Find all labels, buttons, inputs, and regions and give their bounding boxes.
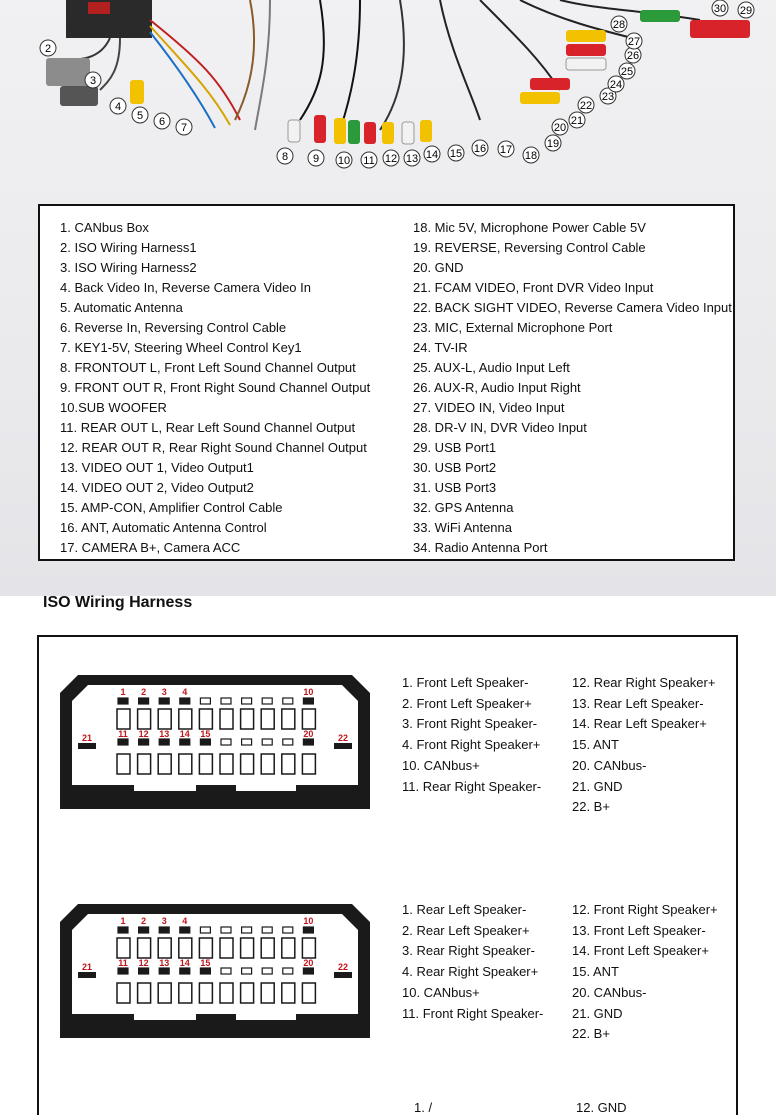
pin-label: 14 (179, 958, 190, 968)
svg-text:12: 12 (384, 153, 398, 165)
harness1-pin-list-left (402, 673, 541, 797)
legend-item: 11. REAR OUT L, Rear Left Sound Channel Output (60, 420, 356, 435)
legend-item: 28. DR-V IN, DVR Video Input (413, 420, 587, 435)
callout-22 (578, 97, 594, 113)
pin-label: 2 (141, 687, 147, 697)
callout-4 (110, 98, 126, 114)
legend-item: 1. CANbus Box (60, 220, 149, 235)
legend-item: 13. VIDEO OUT 1, Video Output1 (60, 460, 254, 475)
callout-13 (404, 150, 420, 166)
legend-item: 32. GPS Antenna (413, 500, 514, 515)
legend-box (38, 204, 735, 561)
pin-label: 20 (303, 958, 314, 968)
connector-pin (118, 739, 128, 745)
connector-pin (159, 739, 169, 745)
connector-pin (283, 739, 293, 745)
legend-item: 4. Back Video In, Reverse Camera Video In (60, 280, 311, 295)
svg-text:2: 2 (44, 43, 52, 55)
svg-text:29: 29 (739, 5, 753, 17)
callout-15 (448, 145, 464, 161)
connector-pin (242, 739, 252, 745)
connector-pin (221, 739, 231, 745)
pin-assignment: 2. Rear Left Speaker+ (402, 922, 530, 938)
harness2-pin-list-right (572, 900, 718, 1045)
connector-pin (139, 698, 149, 704)
pin-label: 10 (303, 687, 314, 697)
pin-label: 21 (81, 962, 93, 972)
iso-connector-diagram-1 (58, 673, 372, 811)
callout-9 (308, 150, 324, 166)
connector-pin (118, 968, 128, 974)
harness-illustration (0, 0, 776, 200)
svg-text:4: 4 (114, 101, 122, 113)
callout-6 (154, 113, 170, 129)
connector-pin (303, 739, 313, 745)
pin-assignment: 2. Front Left Speaker+ (402, 695, 532, 711)
svg-text:3: 3 (89, 75, 97, 87)
legend-item: 18. Mic 5V, Microphone Power Cable 5V (413, 220, 646, 235)
pin-assignment: 3. Front Right Speaker- (402, 716, 538, 732)
connector-pin (242, 927, 252, 933)
connector-pin (180, 698, 190, 704)
callout-28 (611, 16, 627, 32)
svg-text:8: 8 (281, 151, 289, 163)
legend-item: 16. ANT, Automatic Antenna Control (60, 520, 267, 535)
pin-assignment: 4. Front Right Speaker+ (402, 737, 541, 753)
pin-assignment: 1. / (414, 1100, 433, 1115)
legend-item: 19. REVERSE, Reversing Control Cable (413, 240, 646, 255)
pin-label: 11 (118, 729, 128, 739)
pin-assignment: 20. CANbus- (572, 984, 647, 1000)
iso-connector-2 (60, 86, 98, 106)
connector-pin (303, 927, 313, 933)
legend-item: 24. TV-IR (413, 340, 468, 355)
svg-text:28: 28 (612, 19, 626, 31)
connector-pin (159, 927, 169, 933)
pin-label: 15 (200, 729, 211, 739)
svg-text:5: 5 (136, 110, 144, 122)
pin-assignment: 12. Front Right Speaker+ (572, 902, 718, 917)
pin-label: 14 (179, 729, 190, 739)
legend-item: 17. CAMERA B+, Camera ACC (60, 540, 241, 555)
connector-pin (180, 739, 190, 745)
svg-text:13: 13 (405, 153, 419, 165)
legend-item: 14. VIDEO OUT 2, Video Output2 (60, 480, 254, 495)
connector-pin (118, 927, 128, 933)
svg-text:22: 22 (579, 100, 593, 112)
svg-text:9: 9 (312, 153, 320, 165)
connector-pin (159, 698, 169, 704)
callout-7 (176, 119, 192, 135)
legend-item: 34. Radio Antenna Port (413, 540, 548, 555)
iso-connector-1 (46, 58, 90, 86)
pin-label: 22 (337, 733, 349, 743)
svg-text:25: 25 (620, 66, 634, 78)
connector-pin (242, 698, 252, 704)
connector-pin (283, 698, 293, 704)
pin-label: 13 (159, 729, 170, 739)
legend-item: 21. FCAM VIDEO, Front DVR Video Input (413, 280, 654, 295)
connector-pin (242, 968, 252, 974)
svg-text:24: 24 (609, 79, 623, 91)
pin-assignment: 4. Rear Right Speaker+ (402, 964, 539, 980)
legend-item: 22. BACK SIGHT VIDEO, Reverse Camera Video Input (413, 300, 732, 315)
pin-assignment: 13. Front Left Speaker- (572, 922, 706, 938)
pin-assignment: 22. B+ (572, 1026, 610, 1042)
svg-text:17: 17 (499, 144, 513, 156)
callout-20 (552, 119, 568, 135)
pin-assignment: 15. ANT (572, 964, 619, 980)
connector-pin (262, 968, 272, 974)
pin-label: 21 (81, 733, 93, 743)
legend-item: 6. Reverse In, Reversing Control Cable (60, 320, 287, 335)
callout-3 (85, 72, 101, 88)
pin-label: 12 (138, 958, 149, 968)
connector-pin (200, 968, 210, 974)
connector-pin (303, 698, 313, 704)
legend-item: 25. AUX-L, Audio Input Left (413, 360, 570, 375)
svg-text:15: 15 (449, 148, 463, 160)
svg-text:20: 20 (553, 122, 567, 134)
legend-item: 33. WiFi Antenna (413, 520, 512, 535)
harness3-pin-list-left (414, 1098, 432, 1119)
pin-assignment: 21. GND (572, 778, 623, 794)
legend-item: 12. REAR OUT R, Rear Right Sound Channel Output (60, 440, 367, 455)
legend-item: 20. GND (413, 260, 464, 275)
legend-item: 9. FRONT OUT R, Front Right Sound Channel Output (60, 380, 371, 395)
legend-column-right (413, 218, 732, 558)
legend-item: 15. AMP-CON, Amplifier Control Cable (60, 500, 283, 515)
connector-pin (139, 927, 149, 933)
callout-30 (712, 0, 728, 16)
pin-assignment: 12. Rear Right Speaker+ (572, 675, 716, 690)
pin-label: 13 (159, 958, 170, 968)
pin-assignment: 20. CANbus- (572, 757, 647, 773)
pin-assignment: 3. Rear Right Speaker- (402, 943, 535, 959)
pin-label: 4 (182, 916, 188, 926)
pin-assignment: 12. GND (576, 1100, 627, 1115)
svg-text:10: 10 (337, 155, 351, 167)
legend-item: 10.SUB WOOFER (60, 400, 167, 415)
connector-pin (221, 968, 231, 974)
legend-item: 27. VIDEO IN, Video Input (413, 400, 565, 415)
connector-pin (200, 739, 210, 745)
callout-17 (498, 141, 514, 157)
pin-label: 3 (161, 687, 167, 697)
pin-assignment: 10. CANbus+ (402, 984, 480, 1000)
svg-text:27: 27 (627, 36, 641, 48)
harness3-pin-list-right (576, 1098, 627, 1119)
legend-item: 2. ISO Wiring Harness1 (60, 240, 197, 255)
section-title: ISO Wiring Harness (43, 594, 193, 611)
connector-pin (283, 968, 293, 974)
callout-5 (132, 107, 148, 123)
pin-assignment: 1. Front Left Speaker- (402, 675, 529, 690)
svg-text:11: 11 (363, 155, 375, 167)
svg-text:23: 23 (601, 91, 615, 103)
pin-assignment: 1. Rear Left Speaker- (402, 902, 527, 917)
legend-item: 31. USB Port3 (413, 480, 497, 495)
legend-item: 26. AUX-R, Audio Input Right (413, 380, 581, 395)
pin-assignment: 15. ANT (572, 737, 619, 753)
callout-25 (619, 63, 635, 79)
harness2-pin-list-left (402, 900, 543, 1024)
pin-label: 20 (303, 729, 314, 739)
connector-pin (221, 698, 231, 704)
rca-plugs (130, 10, 750, 144)
callout-10 (336, 152, 352, 168)
pin-label: 3 (161, 916, 167, 926)
callout-29 (738, 2, 754, 18)
pin-label: 15 (200, 958, 211, 968)
svg-text:16: 16 (473, 143, 487, 155)
connector-pin (200, 927, 210, 933)
svg-text:30: 30 (713, 3, 727, 15)
legend-item: 23. MIC, External Microphone Port (413, 320, 613, 335)
callout-12 (383, 150, 399, 166)
connector-pin (139, 968, 149, 974)
pin-label: 12 (138, 729, 149, 739)
legend-column-left (60, 218, 370, 558)
svg-text:26: 26 (626, 50, 640, 62)
callout-21 (569, 112, 585, 128)
pin-assignment: 14. Rear Left Speaker+ (572, 716, 707, 732)
connector-pin (139, 739, 149, 745)
connector-pin (180, 927, 190, 933)
pin-label: 1 (120, 687, 126, 697)
connector-pin (180, 968, 190, 974)
connector-pin (262, 927, 272, 933)
connector-pin (221, 927, 231, 933)
pin-label: 11 (118, 958, 128, 968)
callout-24 (608, 76, 624, 92)
legend-item: 3. ISO Wiring Harness2 (60, 260, 197, 275)
callout-2 (40, 40, 56, 56)
pin-label: 22 (337, 962, 349, 972)
svg-text:7: 7 (180, 122, 188, 134)
pin-label: 1 (120, 916, 126, 926)
legend-item: 8. FRONTOUT L, Front Left Sound Channel Output (60, 360, 356, 375)
pin-assignment: 11. Front Right Speaker- (402, 1005, 544, 1021)
pin-label: 10 (303, 916, 314, 926)
svg-text:18: 18 (524, 150, 538, 162)
pin-assignment: 14. Front Left Speaker+ (572, 943, 709, 959)
svg-text:14: 14 (425, 149, 439, 161)
callout-27 (626, 33, 642, 49)
svg-text:6: 6 (158, 116, 166, 128)
pin-label: 4 (182, 687, 188, 697)
pin-assignment: 11. Rear Right Speaker- (402, 778, 542, 794)
pin-assignment: 22. B+ (572, 799, 610, 815)
connector-pin (283, 927, 293, 933)
pin-label: 2 (141, 916, 147, 926)
connector-pin (303, 968, 313, 974)
connector-pin (262, 739, 272, 745)
connector-pin (118, 698, 128, 704)
iso-connector-diagram-2 (58, 902, 372, 1040)
legend-item: 7. KEY1-5V, Steering Wheel Control Key1 (60, 340, 302, 355)
legend-item: 30. USB Port2 (413, 460, 497, 475)
connector-pin (200, 698, 210, 704)
svg-text:19: 19 (546, 138, 560, 150)
harness1-pin-list-right (572, 673, 715, 818)
callout-18 (523, 147, 539, 163)
callout-8 (277, 148, 293, 164)
iso-harness-box (37, 635, 738, 1115)
callout-11 (361, 152, 377, 168)
pin-assignment: 21. GND (572, 1005, 623, 1021)
callout-19 (545, 135, 561, 151)
pin-assignment: 10. CANbus+ (402, 757, 480, 773)
pin-assignment: 13. Rear Left Speaker- (572, 695, 704, 711)
legend-item: 5. Automatic Antenna (60, 300, 183, 315)
callout-16 (472, 140, 488, 156)
callout-14 (424, 146, 440, 162)
legend-item: 29. USB Port1 (413, 440, 497, 455)
svg-text:21: 21 (570, 115, 584, 127)
connector-pin (159, 968, 169, 974)
connector-pin (262, 698, 272, 704)
